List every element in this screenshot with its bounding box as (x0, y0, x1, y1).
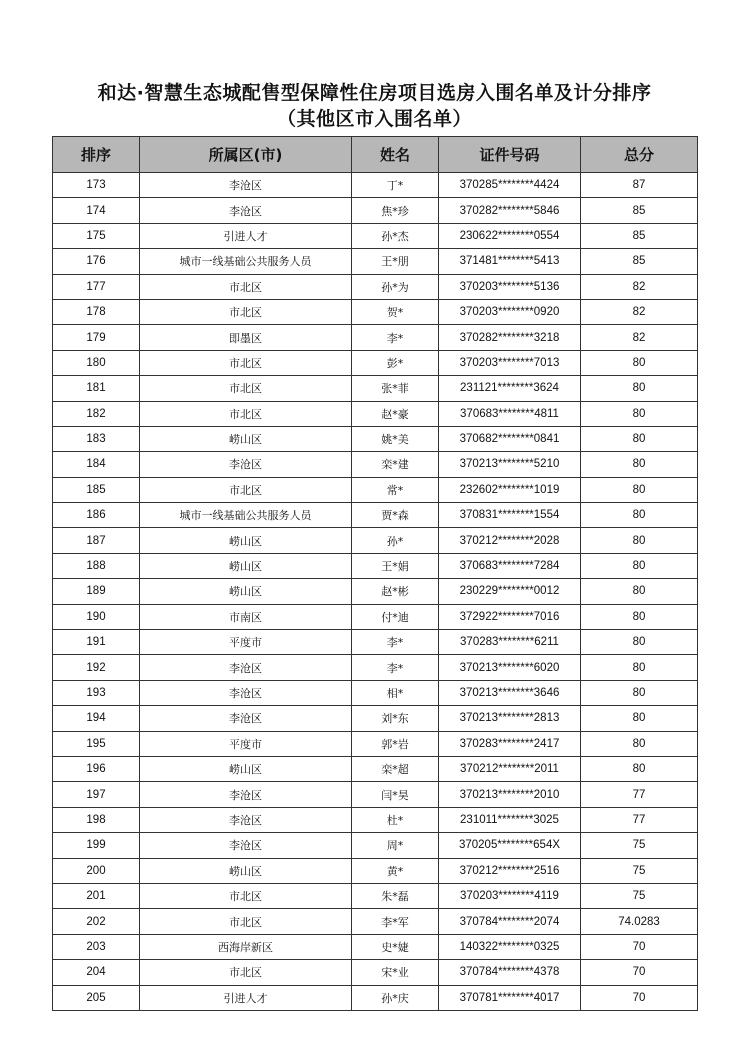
cell-district: 市北区 (140, 477, 352, 502)
cell-score: 75 (581, 833, 698, 858)
cell-district: 市北区 (140, 909, 352, 934)
cell-score: 74.0283 (581, 909, 698, 934)
cell-id-number: 370784********4378 (439, 960, 581, 985)
table-row (53, 706, 698, 731)
cell-id-number: 370212********2516 (439, 858, 581, 883)
cell-rank: 199 (53, 833, 140, 858)
table-row (53, 960, 698, 985)
cell-district: 西海岸新区 (140, 934, 352, 959)
cell-district: 平度市 (140, 630, 352, 655)
cell-score: 85 (581, 223, 698, 248)
cell-id-number: 230229********0012 (439, 579, 581, 604)
table-row (53, 604, 698, 629)
table-row (53, 299, 698, 324)
table-row (53, 452, 698, 477)
cell-rank: 184 (53, 452, 140, 477)
cell-rank: 205 (53, 985, 140, 1010)
cell-district: 崂山区 (140, 756, 352, 781)
table-row (53, 503, 698, 528)
cell-score: 80 (581, 604, 698, 629)
cell-name: 常* (352, 477, 439, 502)
ranking-table (52, 136, 698, 1011)
table-row (53, 350, 698, 375)
cell-id-number: 370212********2011 (439, 756, 581, 781)
cell-district: 李沧区 (140, 706, 352, 731)
cell-rank: 201 (53, 883, 140, 908)
table-row (53, 782, 698, 807)
table-row (53, 680, 698, 705)
cell-name: 丁* (352, 173, 439, 198)
document-title: 和达·智慧生态城配售型保障性住房项目选房入围名单及计分排序 (97, 82, 652, 104)
cell-rank: 190 (53, 604, 140, 629)
cell-id-number: 370682********0841 (439, 426, 581, 451)
cell-name: 周* (352, 833, 439, 858)
table-row (53, 756, 698, 781)
table-row (53, 223, 698, 248)
cell-name: 赵*彬 (352, 579, 439, 604)
cell-district: 李沧区 (140, 680, 352, 705)
cell-rank: 188 (53, 553, 140, 578)
table-row (53, 528, 698, 553)
cell-rank: 175 (53, 223, 140, 248)
cell-name: 贺* (352, 299, 439, 324)
cell-score: 80 (581, 528, 698, 553)
cell-district: 市北区 (140, 883, 352, 908)
cell-name: 黄* (352, 858, 439, 883)
cell-name: 宋*业 (352, 960, 439, 985)
cell-name: 朱*磊 (352, 883, 439, 908)
cell-id-number: 370212********2028 (439, 528, 581, 553)
cell-name: 贾*森 (352, 503, 439, 528)
table-row (53, 553, 698, 578)
cell-district: 崂山区 (140, 579, 352, 604)
header-district: 所属区(市) (140, 137, 352, 173)
cell-district: 即墨区 (140, 325, 352, 350)
cell-score: 80 (581, 579, 698, 604)
cell-score: 70 (581, 985, 698, 1010)
cell-district: 市北区 (140, 350, 352, 375)
cell-district: 市南区 (140, 604, 352, 629)
cell-district: 崂山区 (140, 528, 352, 553)
cell-id-number: 370203********7013 (439, 350, 581, 375)
cell-score: 80 (581, 426, 698, 451)
cell-id-number: 370283********6211 (439, 630, 581, 655)
cell-rank: 180 (53, 350, 140, 375)
cell-rank: 186 (53, 503, 140, 528)
cell-name: 栾*超 (352, 756, 439, 781)
cell-name: 李*军 (352, 909, 439, 934)
cell-score: 82 (581, 299, 698, 324)
cell-score: 87 (581, 173, 698, 198)
cell-id-number: 371481********5413 (439, 249, 581, 274)
table-row (53, 807, 698, 832)
cell-district: 平度市 (140, 731, 352, 756)
cell-district: 李沧区 (140, 655, 352, 680)
cell-name: 李* (352, 655, 439, 680)
cell-rank: 198 (53, 807, 140, 832)
cell-district: 市北区 (140, 299, 352, 324)
cell-rank: 203 (53, 934, 140, 959)
cell-name: 刘*东 (352, 706, 439, 731)
table-row (53, 249, 698, 274)
cell-rank: 174 (53, 198, 140, 223)
cell-score: 82 (581, 325, 698, 350)
cell-id-number: 140322********0325 (439, 934, 581, 959)
cell-id-number: 370213********5210 (439, 452, 581, 477)
cell-district: 李沧区 (140, 198, 352, 223)
header-rank: 排序 (53, 137, 140, 173)
cell-id-number: 231011********3025 (439, 807, 581, 832)
table-row (53, 985, 698, 1010)
cell-rank: 182 (53, 401, 140, 426)
cell-id-number: 370203********4119 (439, 883, 581, 908)
cell-id-number: 370213********2010 (439, 782, 581, 807)
table-row (53, 198, 698, 223)
cell-name: 李* (352, 325, 439, 350)
cell-rank: 196 (53, 756, 140, 781)
cell-id-number: 370213********3646 (439, 680, 581, 705)
cell-district: 引进人才 (140, 223, 352, 248)
cell-score: 80 (581, 477, 698, 502)
cell-rank: 189 (53, 579, 140, 604)
cell-id-number: 370205********654X (439, 833, 581, 858)
table-row (53, 630, 698, 655)
cell-id-number: 370203********5136 (439, 274, 581, 299)
table-row (53, 376, 698, 401)
cell-rank: 179 (53, 325, 140, 350)
cell-district: 崂山区 (140, 426, 352, 451)
table-row (53, 858, 698, 883)
cell-rank: 200 (53, 858, 140, 883)
cell-id-number: 370683********4811 (439, 401, 581, 426)
cell-name: 赵*豪 (352, 401, 439, 426)
cell-score: 77 (581, 807, 698, 832)
cell-id-number: 370831********1554 (439, 503, 581, 528)
cell-score: 80 (581, 503, 698, 528)
cell-score: 80 (581, 553, 698, 578)
cell-name: 李* (352, 630, 439, 655)
cell-name: 孙*为 (352, 274, 439, 299)
cell-rank: 173 (53, 173, 140, 198)
cell-district: 市北区 (140, 274, 352, 299)
cell-score: 77 (581, 782, 698, 807)
table-row (53, 655, 698, 680)
cell-score: 85 (581, 198, 698, 223)
cell-score: 75 (581, 883, 698, 908)
cell-id-number: 370282********3218 (439, 325, 581, 350)
cell-rank: 187 (53, 528, 140, 553)
cell-name: 相* (352, 680, 439, 705)
header-name: 姓名 (352, 137, 439, 173)
cell-rank: 204 (53, 960, 140, 985)
cell-id-number: 370213********2813 (439, 706, 581, 731)
table-row (53, 401, 698, 426)
cell-name: 张*菲 (352, 376, 439, 401)
cell-score: 80 (581, 756, 698, 781)
cell-rank: 193 (53, 680, 140, 705)
cell-score: 82 (581, 274, 698, 299)
cell-rank: 185 (53, 477, 140, 502)
cell-district: 市北区 (140, 401, 352, 426)
cell-district: 李沧区 (140, 173, 352, 198)
table-row (53, 274, 698, 299)
cell-id-number: 370683********7284 (439, 553, 581, 578)
cell-score: 85 (581, 249, 698, 274)
cell-name: 杜* (352, 807, 439, 832)
table-row (53, 173, 698, 198)
cell-score: 80 (581, 680, 698, 705)
table-row (53, 731, 698, 756)
table-header-row (53, 137, 698, 173)
cell-rank: 177 (53, 274, 140, 299)
cell-id-number: 370285********4424 (439, 173, 581, 198)
header-id-number: 证件号码 (439, 137, 581, 173)
table-row (53, 477, 698, 502)
cell-district: 李沧区 (140, 782, 352, 807)
cell-rank: 183 (53, 426, 140, 451)
cell-district: 崂山区 (140, 858, 352, 883)
cell-id-number: 370282********5846 (439, 198, 581, 223)
table-row (53, 934, 698, 959)
cell-rank: 197 (53, 782, 140, 807)
cell-id-number: 370203********0920 (439, 299, 581, 324)
cell-id-number: 372922********7016 (439, 604, 581, 629)
cell-id-number: 370283********2417 (439, 731, 581, 756)
cell-name: 孙* (352, 528, 439, 553)
cell-rank: 195 (53, 731, 140, 756)
cell-district: 崂山区 (140, 553, 352, 578)
cell-name: 王*娟 (352, 553, 439, 578)
cell-name: 史*婕 (352, 934, 439, 959)
cell-rank: 202 (53, 909, 140, 934)
cell-rank: 181 (53, 376, 140, 401)
cell-name: 王*朋 (352, 249, 439, 274)
cell-score: 80 (581, 350, 698, 375)
cell-name: 闫*昊 (352, 782, 439, 807)
cell-id-number: 370784********2074 (439, 909, 581, 934)
cell-district: 市北区 (140, 960, 352, 985)
cell-score: 80 (581, 731, 698, 756)
cell-id-number: 230622********0554 (439, 223, 581, 248)
cell-id-number: 232602********1019 (439, 477, 581, 502)
table-row (53, 883, 698, 908)
cell-score: 80 (581, 655, 698, 680)
cell-district: 李沧区 (140, 807, 352, 832)
cell-score: 80 (581, 630, 698, 655)
table-row (53, 909, 698, 934)
cell-district: 李沧区 (140, 833, 352, 858)
cell-score: 80 (581, 706, 698, 731)
cell-district: 城市一线基础公共服务人员 (140, 503, 352, 528)
cell-score: 70 (581, 960, 698, 985)
cell-name: 栾*建 (352, 452, 439, 477)
cell-score: 70 (581, 934, 698, 959)
table-row (53, 426, 698, 451)
cell-rank: 178 (53, 299, 140, 324)
cell-score: 80 (581, 401, 698, 426)
document-subtitle: （其他区市入围名单） (276, 108, 472, 130)
cell-rank: 176 (53, 249, 140, 274)
cell-district: 市北区 (140, 376, 352, 401)
table-row (53, 579, 698, 604)
cell-district: 引进人才 (140, 985, 352, 1010)
table-row (53, 325, 698, 350)
cell-score: 80 (581, 452, 698, 477)
cell-score: 80 (581, 376, 698, 401)
header-score: 总分 (581, 137, 698, 173)
cell-district: 李沧区 (140, 452, 352, 477)
cell-score: 75 (581, 858, 698, 883)
cell-id-number: 231121********3624 (439, 376, 581, 401)
cell-name: 彭* (352, 350, 439, 375)
cell-district: 城市一线基础公共服务人员 (140, 249, 352, 274)
cell-name: 付*迪 (352, 604, 439, 629)
cell-id-number: 370213********6020 (439, 655, 581, 680)
cell-name: 焦*珍 (352, 198, 439, 223)
cell-name: 郭*岩 (352, 731, 439, 756)
cell-rank: 191 (53, 630, 140, 655)
cell-name: 姚*美 (352, 426, 439, 451)
cell-name: 孙*庆 (352, 985, 439, 1010)
cell-name: 孙*杰 (352, 223, 439, 248)
table-body (53, 173, 698, 1011)
table-row (53, 833, 698, 858)
cell-rank: 194 (53, 706, 140, 731)
cell-id-number: 370781********4017 (439, 985, 581, 1010)
cell-rank: 192 (53, 655, 140, 680)
